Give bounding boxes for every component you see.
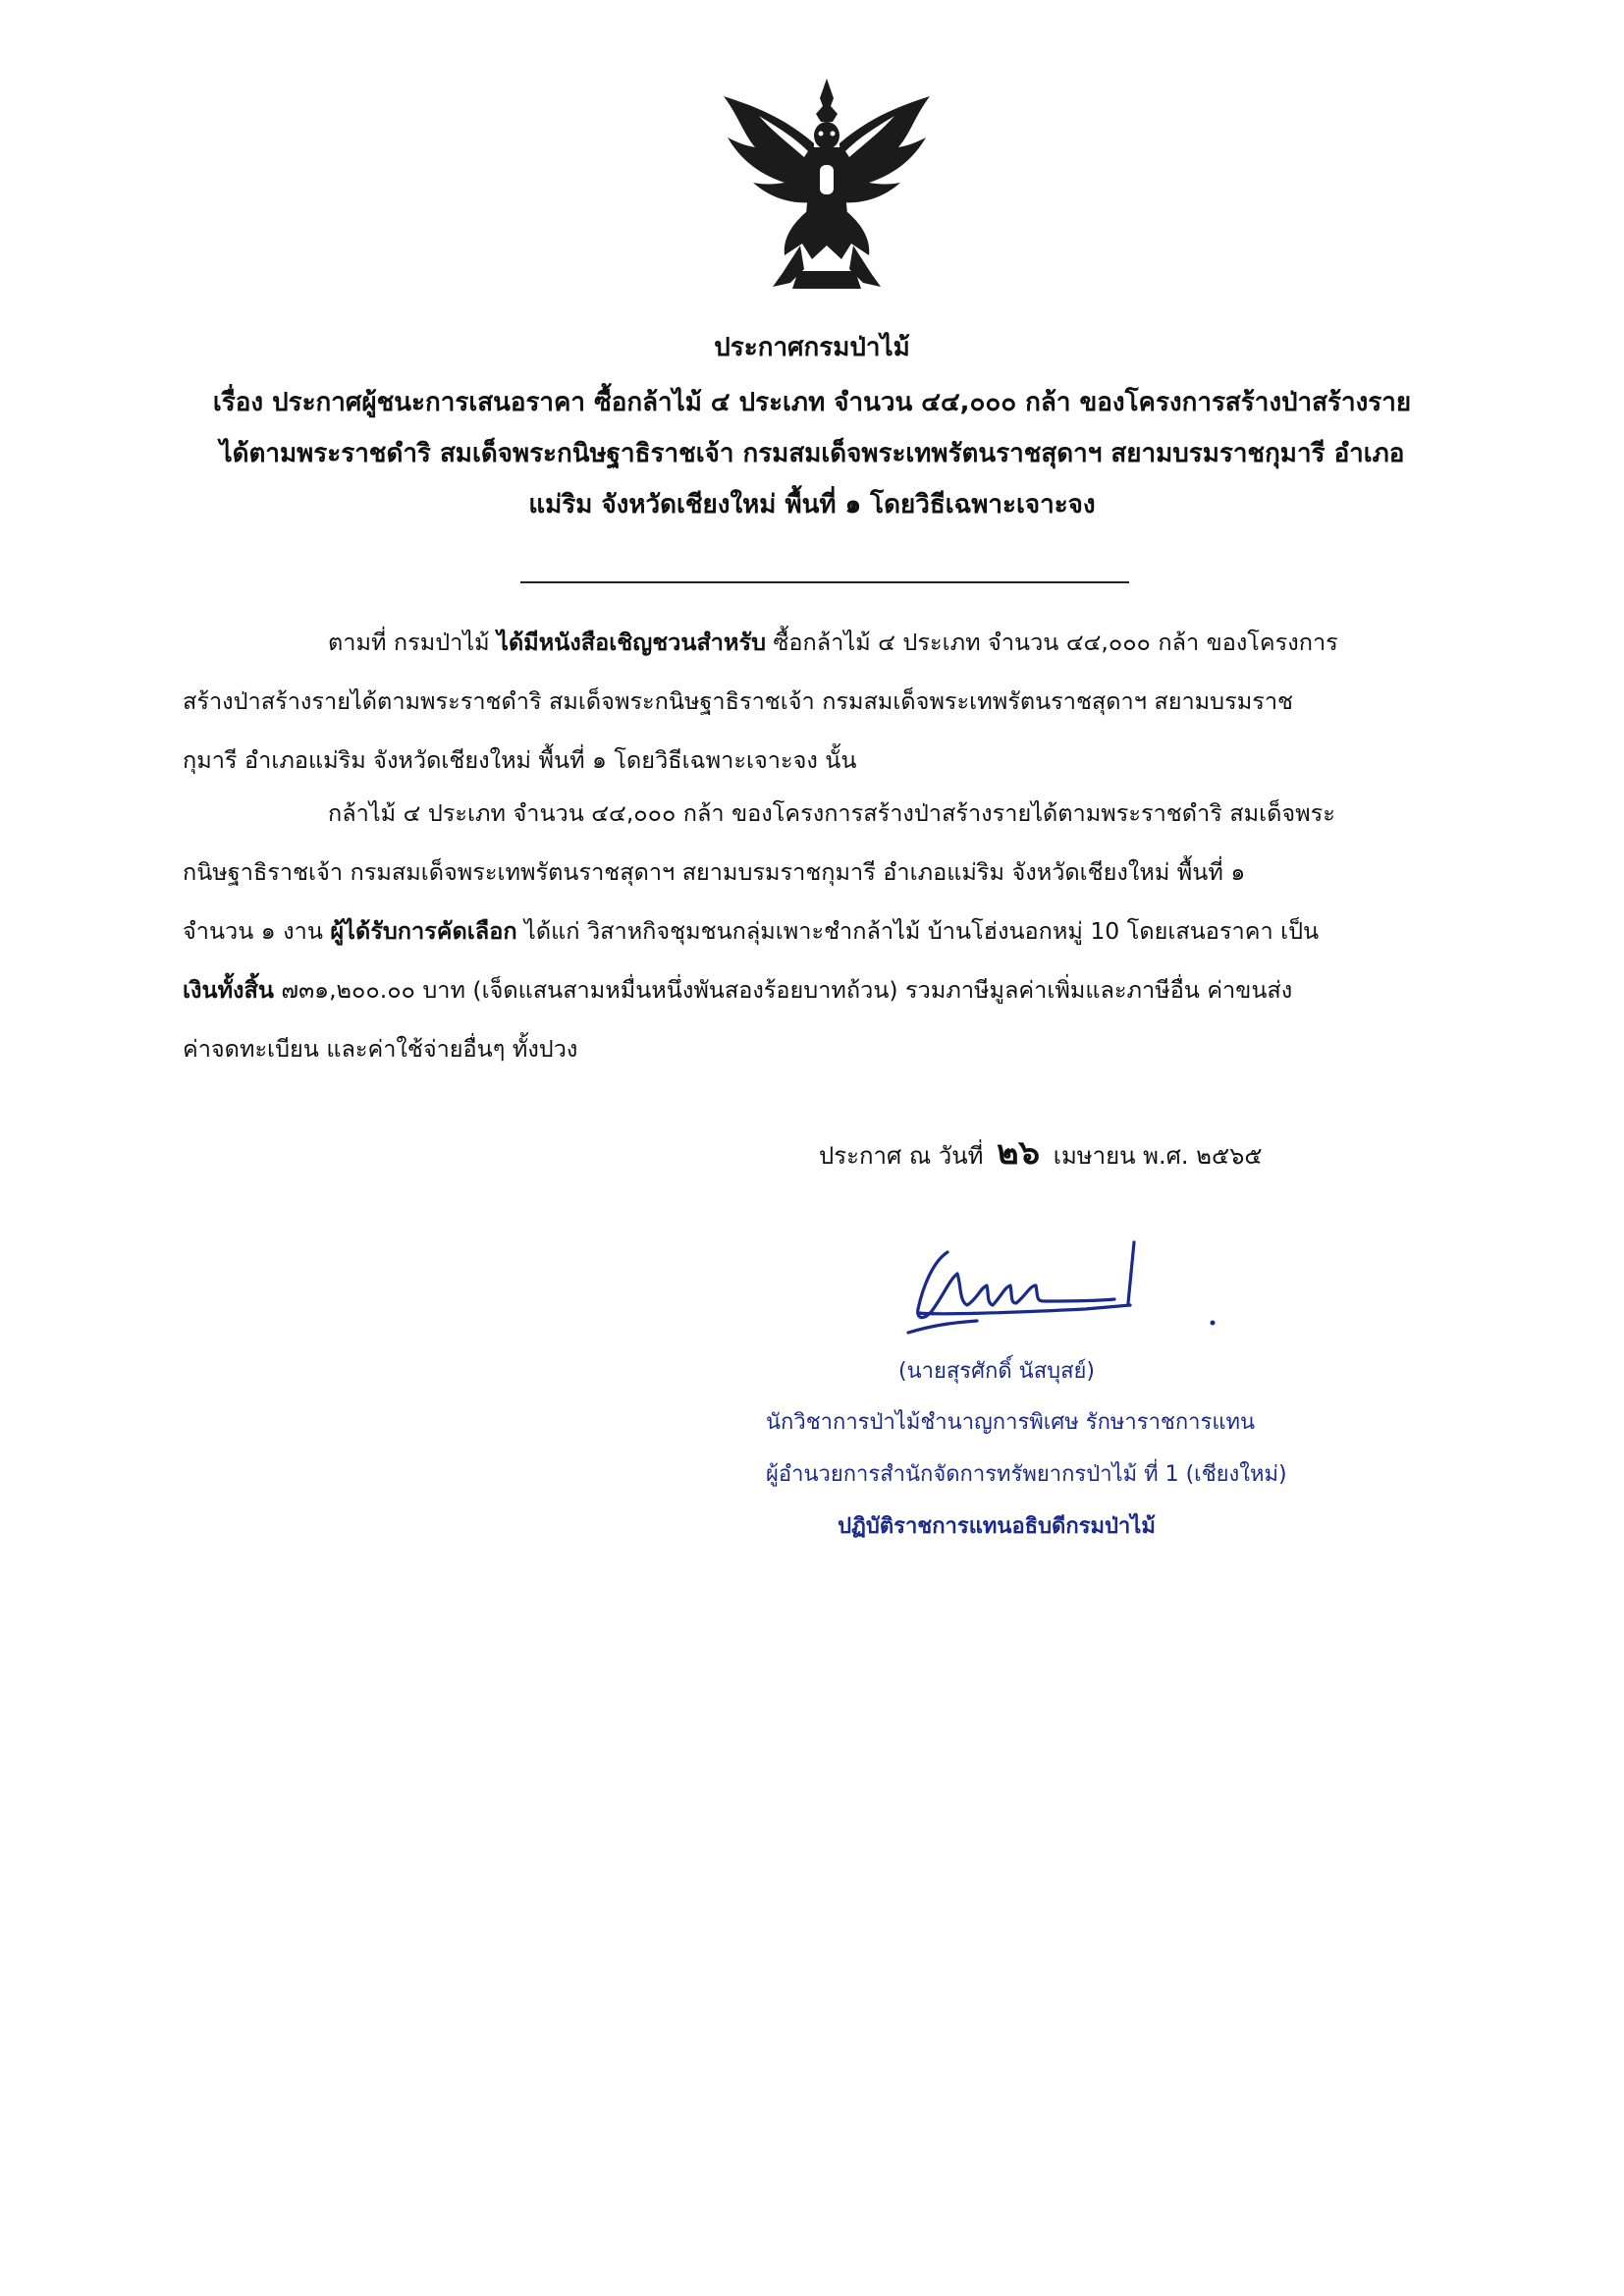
paragraph-line: กนิษฐาธิราชเจ้า กรมสมเด็จพระเทพรัตนราชสุดาฯ สยามบรมราชกุมารี อำเภอแม่ริม จังหวัดเชียงใหม่ พื้นที่ ๑	[183, 858, 1246, 886]
paragraph-line	[183, 613, 1459, 672]
paragraph-bold-text: เงินทั้งสิ้น	[183, 976, 274, 1004]
agency-title: ประกาศกรมป่าไม้	[714, 333, 910, 362]
handwritten-signature	[889, 1232, 1242, 1340]
paragraph-line: ค่าจดทะเบียน และค่าใช้จ่ายอื่นๆ ทั้งปวง	[183, 1035, 578, 1063]
separator-line	[520, 581, 1129, 583]
paragraph-text: ได้แก่ วิสาหกิจชุมชนกลุ่มเพาะชำกล้าไม้ บ้านโฮ่งนอกหมู่ 10 โดยเสนอราคา เป็น	[516, 917, 1320, 945]
paragraph-line: กุมารี อำเภอแม่ริม จังหวัดเชียงใหม่ พื้นที่ ๑ โดยวิธีเฉพาะเจาะจง นั้น	[183, 746, 857, 774]
signer-position: ผู้อำนวยการสำนักจัดการทรัพยากรป่าไม้ ที่ 1 (เชียงใหม่)	[766, 1462, 1287, 1487]
date-prefix: ประกาศ ณ วันที่	[819, 1142, 984, 1170]
date-month-year: เมษายน พ.ศ. ๒๕๖๕	[1053, 1142, 1263, 1170]
announcement-subject	[157, 377, 1467, 530]
garuda-emblem-icon	[714, 77, 940, 298]
paragraph-invitation	[183, 613, 1459, 790]
subject-line: เรื่อง ประกาศผู้ชนะการเสนอราคา ซื้อกล้าไม้ ๔ ประเภท จำนวน ๔๔,๐๐๐ กล้า ของโครงการสร้างป่าสร้างราย	[212, 388, 1412, 417]
paragraph-line	[183, 902, 1459, 960]
paragraph-line: กล้าไม้ ๔ ประเภท จำนวน ๔๔,๐๐๐ กล้า ของโครงการสร้างป่าสร้างรายได้ตามพระราชดำริ สมเด็จพระ	[328, 799, 1335, 827]
paragraph-bold-text: ได้มีหนังสือเชิญชวนสำหรับ	[497, 629, 767, 656]
date-day: ๒๖	[997, 1133, 1041, 1173]
paragraph-bold-text: ผู้ได้รับการคัดเลือก	[330, 917, 517, 945]
paragraph-text: จำนวน ๑ งาน	[183, 917, 331, 945]
paragraph-line	[183, 960, 1459, 1019]
subject-line: ได้ตามพระราชดำริ สมเด็จพระกนิษฐาธิราชเจ้า กรมสมเด็จพระเทพรัตนราชสุดาฯ สยามบรมราชกุมารี อำเภอ	[219, 439, 1405, 468]
paragraph-winner	[183, 784, 1459, 1078]
paragraph-text: ๗๓๑,๒๐๐.๐๐ บาท (เจ็ดแสนสามหมื่นหนึ่งพันสองร้อยบาทถ้วน) รวมภาษีมูลค่าเพิ่มและภาษีอื่น ค่าขนส่ง	[273, 976, 1293, 1004]
subject-line: แม่ริม จังหวัดเชียงใหม่ พื้นที่ ๑ โดยวิธีเฉพาะเจาะจง	[528, 490, 1096, 519]
signer-name: (นายสุรศักดิ์ นัสบุสย์)	[897, 1359, 1095, 1384]
signer-position: นักวิชาการป่าไม้ชำนาญการพิเศษ รักษาราชการแทน	[766, 1410, 1256, 1435]
paragraph-text: ตามที่ กรมป่าไม้	[328, 629, 490, 656]
paragraph-text: ซื้อกล้าไม้ ๔ ประเภท จำนวน ๔๔,๐๐๐ กล้า ของโครงการ	[766, 629, 1338, 656]
paragraph-line: สร้างป่าสร้างรายได้ตามพระราชดำริ สมเด็จพระกนิษฐาธิราชเจ้า กรมสมเด็จพระเทพรัตนราชสุดาฯ สยามบรมราช	[183, 687, 1293, 715]
signer-position: ปฏิบัติราชการแทนอธิบดีกรมป่าไม้	[838, 1514, 1156, 1539]
announcement-date	[819, 1125, 1263, 1178]
